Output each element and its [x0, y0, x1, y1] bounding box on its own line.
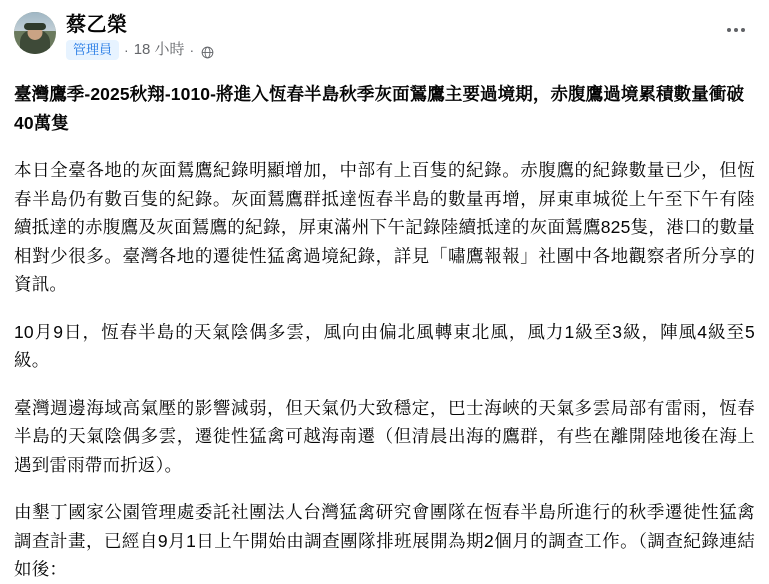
avatar[interactable]	[14, 12, 56, 54]
post-paragraph: 10月9日，恆春半島的天氣陰偶多雲，風向由偏北風轉東北風，風力1級至3級，陣風4級至5級。	[14, 321, 755, 371]
post-paragraph: 臺灣週邊海域高氣壓的影響減弱，但天氣仍大致穩定，巴士海峽的天氣多雲局部有雷雨，恆春半島的天氣陰偶多雲，遷徙性猛禽可越海南遷（但清晨出海的鷹群，有些在離開陸地後在海上遇到雷雨帶而折返）。	[14, 397, 755, 475]
post-header	[14, 10, 755, 64]
more-options-icon[interactable]	[719, 20, 753, 40]
post-paragraph: 本日全臺各地的灰面鵟鷹紀錄明顯增加，中部有上百隻的紀錄。赤腹鷹的紀錄數量已少，但恆春半島仍有數百隻的紀錄。灰面鵟鷹群抵達恆春半島的數量再增，屏東車城從上午至下午有陸續抵達的赤腹鷹及灰面鵟鷹的紀錄，屏東滿州下午記錄陸續抵達的灰面鵟鷹825隻，港口的數量相對少很多。臺灣各地的遷徙性猛禽過境紀錄，詳見「嘯鷹報報」社團中各地觀察者所分享的資訊。	[14, 160, 755, 295]
avatar-hat	[24, 23, 46, 30]
dot-3	[741, 28, 745, 32]
author-name[interactable]: 蔡乙榮	[66, 14, 128, 36]
post-header-text	[66, 12, 214, 60]
globe-icon[interactable]	[201, 45, 214, 58]
meta-separator: ·	[124, 42, 129, 58]
post-timestamp[interactable]: 18 小時	[133, 41, 185, 58]
admin-badge[interactable]: 管理員	[66, 40, 119, 60]
post-title: 臺灣鷹季-2025秋翔-1010-將進入恆春半島秋季灰面鵟鷹主要過境期，赤腹鷹過境累積數量衝破40萬隻	[14, 84, 745, 133]
dot-1	[727, 28, 731, 32]
dot-2	[734, 28, 738, 32]
post-body	[14, 80, 755, 584]
meta-separator-2: ·	[189, 42, 195, 58]
post-paragraph: 由墾丁國家公園管理處委託社團法人台灣猛禽研究會團隊在恆春半島所進行的秋季遷徙性猛禽調查計畫，已經自9月1日上午開始由調查團隊排班展開為期2個月的調查工作。（調查紀錄連結如後：	[14, 502, 755, 580]
post-meta	[66, 40, 214, 60]
